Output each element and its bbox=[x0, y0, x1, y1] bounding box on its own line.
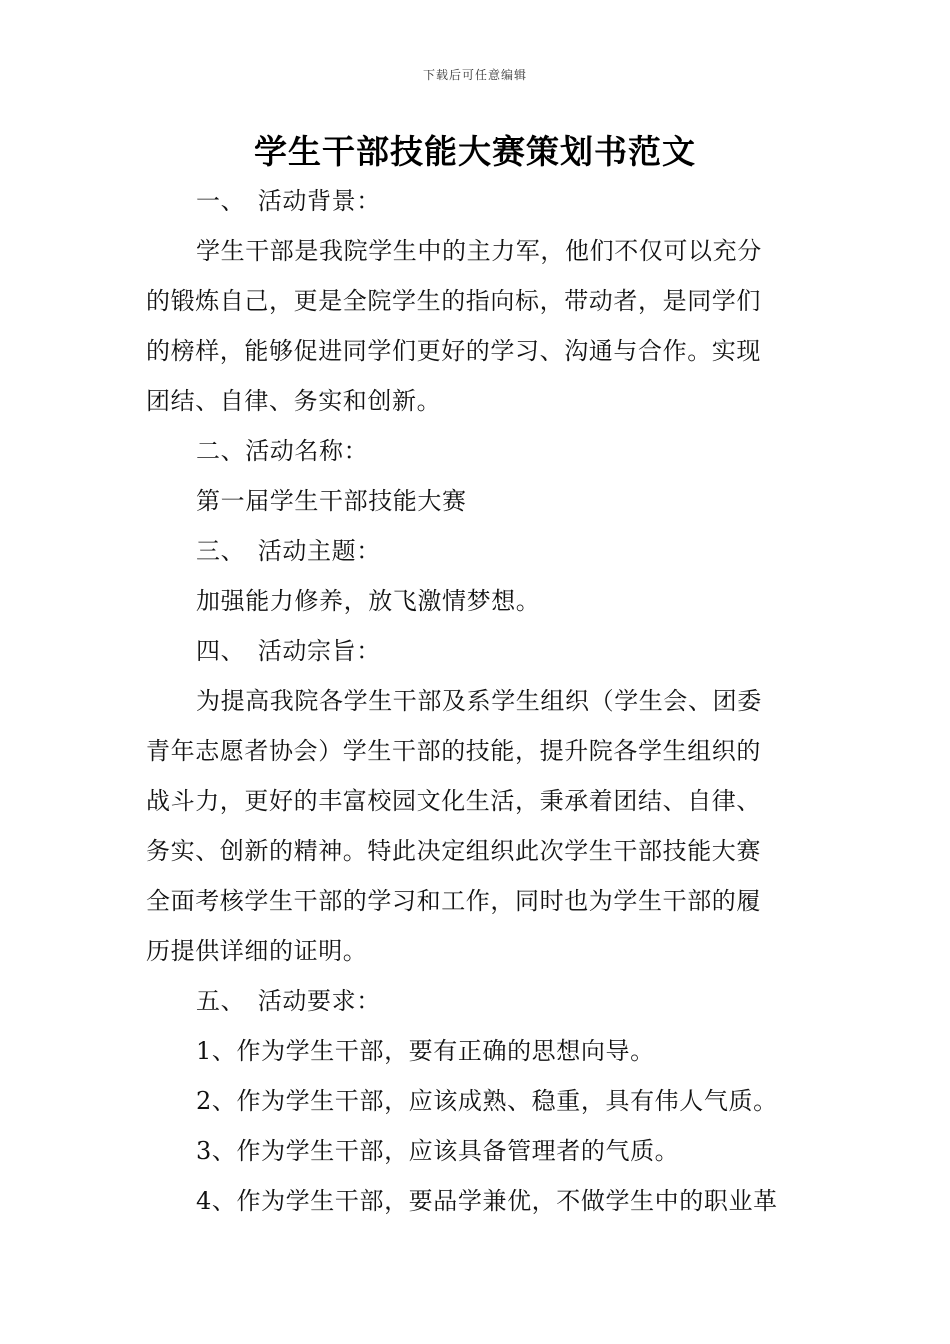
document-body bbox=[146, 176, 806, 1226]
paragraph-line: 的榜样，能够促进同学们更好的学习、沟通与合作。实现 bbox=[146, 337, 761, 365]
paragraph-line: 历提供详细的证明。 bbox=[146, 937, 368, 965]
paragraph-line: 学生干部是我院学生中的主力军，他们不仅可以充分 bbox=[196, 237, 762, 265]
list-item: 3、作为学生干部，应该具备管理者的气质。 bbox=[196, 1137, 680, 1165]
paragraph-line: 全面考核学生干部的学习和工作，同时也为学生干部的履 bbox=[146, 887, 761, 915]
paragraph-line: 的锻炼自己，更是全院学生的指向标，带动者，是同学们 bbox=[146, 287, 761, 315]
paragraph-line: 务实、创新的精神。特此决定组织此次学生干部技能大赛 bbox=[146, 837, 761, 865]
paragraph-line: 青年志愿者协会）学生干部的技能，提升院各学生组织的 bbox=[146, 737, 761, 765]
paragraph-line: 为提高我院各学生干部及系学生组织（学生会、团委 bbox=[196, 687, 762, 715]
list-item: 1、作为学生干部，要有正确的思想向导。 bbox=[196, 1037, 655, 1065]
paragraph-line: 第一届学生干部技能大赛 bbox=[196, 487, 467, 515]
paragraph-line: 加强能力修养，放飞激情梦想。 bbox=[196, 587, 541, 615]
section-heading-purpose: 四、 活动宗旨： bbox=[196, 637, 381, 665]
section-heading-theme: 三、 活动主题： bbox=[196, 537, 381, 565]
section-heading-requirements: 五、 活动要求： bbox=[196, 987, 381, 1015]
section-heading-background: 一、 活动背景： bbox=[196, 187, 381, 215]
paragraph-line: 战斗力，更好的丰富校园文化生活，秉承着团结、自律、 bbox=[146, 787, 761, 815]
list-item: 4、作为学生干部，要品学兼优，不做学生中的职业革 bbox=[196, 1187, 778, 1215]
paragraph-line: 团结、自律、务实和创新。 bbox=[146, 387, 442, 415]
list-item: 2、作为学生干部，应该成熟、稳重，具有伟人气质。 bbox=[196, 1087, 778, 1115]
section-heading-name: 二、活动名称： bbox=[196, 437, 369, 465]
header-note: 下载后可任意编辑 bbox=[422, 68, 527, 82]
document-title: 学生干部技能大赛策划书范文 bbox=[254, 132, 696, 171]
